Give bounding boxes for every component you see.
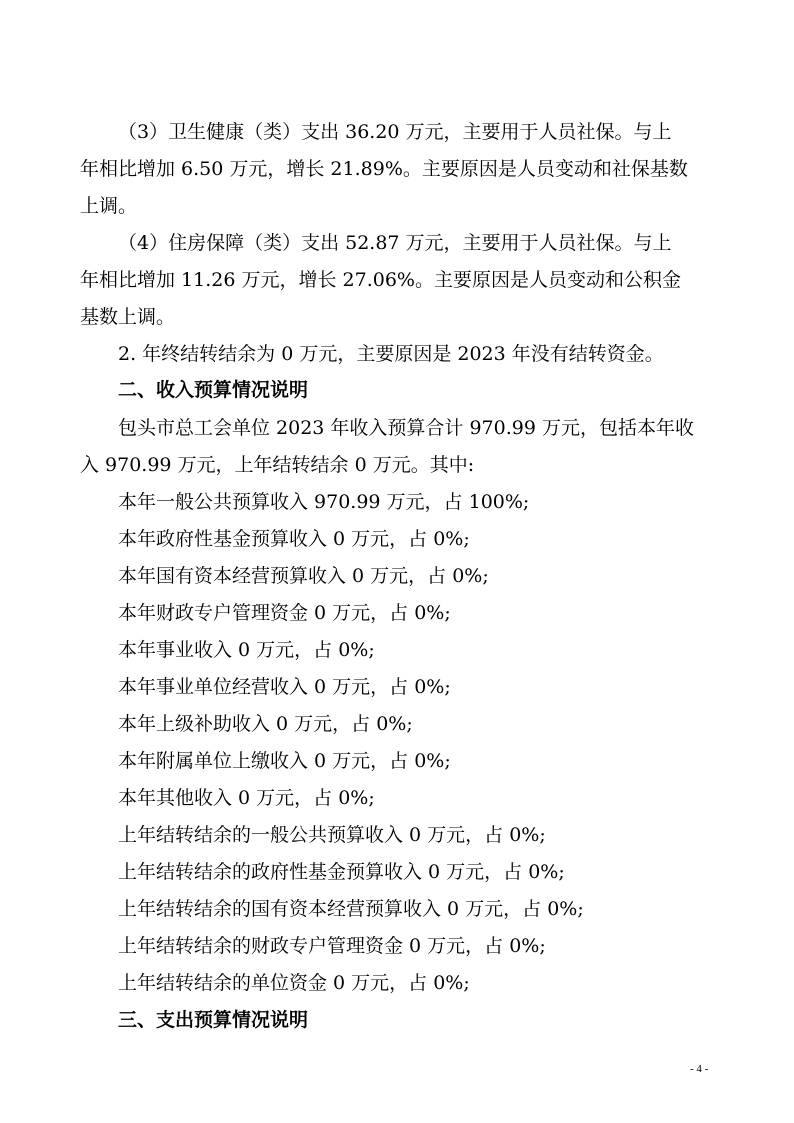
income-item: 上年结转结余的国有资本经营预算收入 0 万元，占 0%; [118, 898, 584, 920]
income-item: 本年财政专户管理资金 0 万元，占 0%; [118, 602, 451, 624]
page-number: - 4 - [690, 1063, 709, 1075]
paragraph-health-line-1: （3）卫生健康（类）支出 36.20 万元，主要用于人员社保。与上 [118, 121, 672, 143]
paragraph-income-intro-line-2: 入 970.99 万元，上年结转结余 0 万元。其中: [80, 454, 475, 476]
heading-income-budget: 二、收入预算情况说明 [118, 379, 309, 401]
income-item: 上年结转结余的单位资金 0 万元，占 0%; [118, 972, 470, 994]
paragraph-housing-line-3: 基数上调。 [80, 306, 176, 328]
paragraph-carryover: 2. 年终结转结余为 0 万元，主要原因是 2023 年没有结转资金。 [118, 343, 664, 365]
heading-expense-budget: 三、支出预算情况说明 [118, 1009, 309, 1031]
income-item: 本年上级补助收入 0 万元，占 0%; [118, 713, 413, 735]
income-item: 本年国有资本经营预算收入 0 万元，占 0%; [118, 565, 489, 587]
paragraph-health-line-3: 上调。 [80, 195, 138, 217]
income-item: 本年其他收入 0 万元，占 0%; [118, 787, 375, 809]
paragraph-health-line-2: 年相比增加 6.50 万元，增长 21.89%。主要原因是人员变动和社保基数 [80, 158, 688, 180]
income-item: 本年一般公共预算收入 970.99 万元，占 100%; [118, 491, 530, 513]
income-item: 上年结转结余的一般公共预算收入 0 万元，占 0%; [118, 824, 546, 846]
income-item: 本年政府性基金预算收入 0 万元，占 0%; [118, 528, 470, 550]
income-item: 本年事业单位经营收入 0 万元，占 0%; [118, 676, 451, 698]
paragraph-housing-line-1: （4）住房保障（类）支出 52.87 万元，主要用于人员社保。与上 [118, 232, 672, 254]
paragraph-housing-line-2: 年相比增加 11.26 万元，增长 27.06%。主要原因是人员变动和公积金 [80, 269, 681, 291]
income-item: 本年事业收入 0 万元，占 0%; [118, 639, 375, 661]
income-item: 本年附属单位上缴收入 0 万元，占 0%; [118, 750, 451, 772]
income-item: 上年结转结余的政府性基金预算收入 0 万元，占 0%; [118, 861, 565, 883]
income-item: 上年结转结余的财政专户管理资金 0 万元，占 0%; [118, 935, 546, 957]
paragraph-income-intro-line-1: 包头市总工会单位 2023 年收入预算合计 970.99 万元，包括本年收 [118, 417, 694, 439]
